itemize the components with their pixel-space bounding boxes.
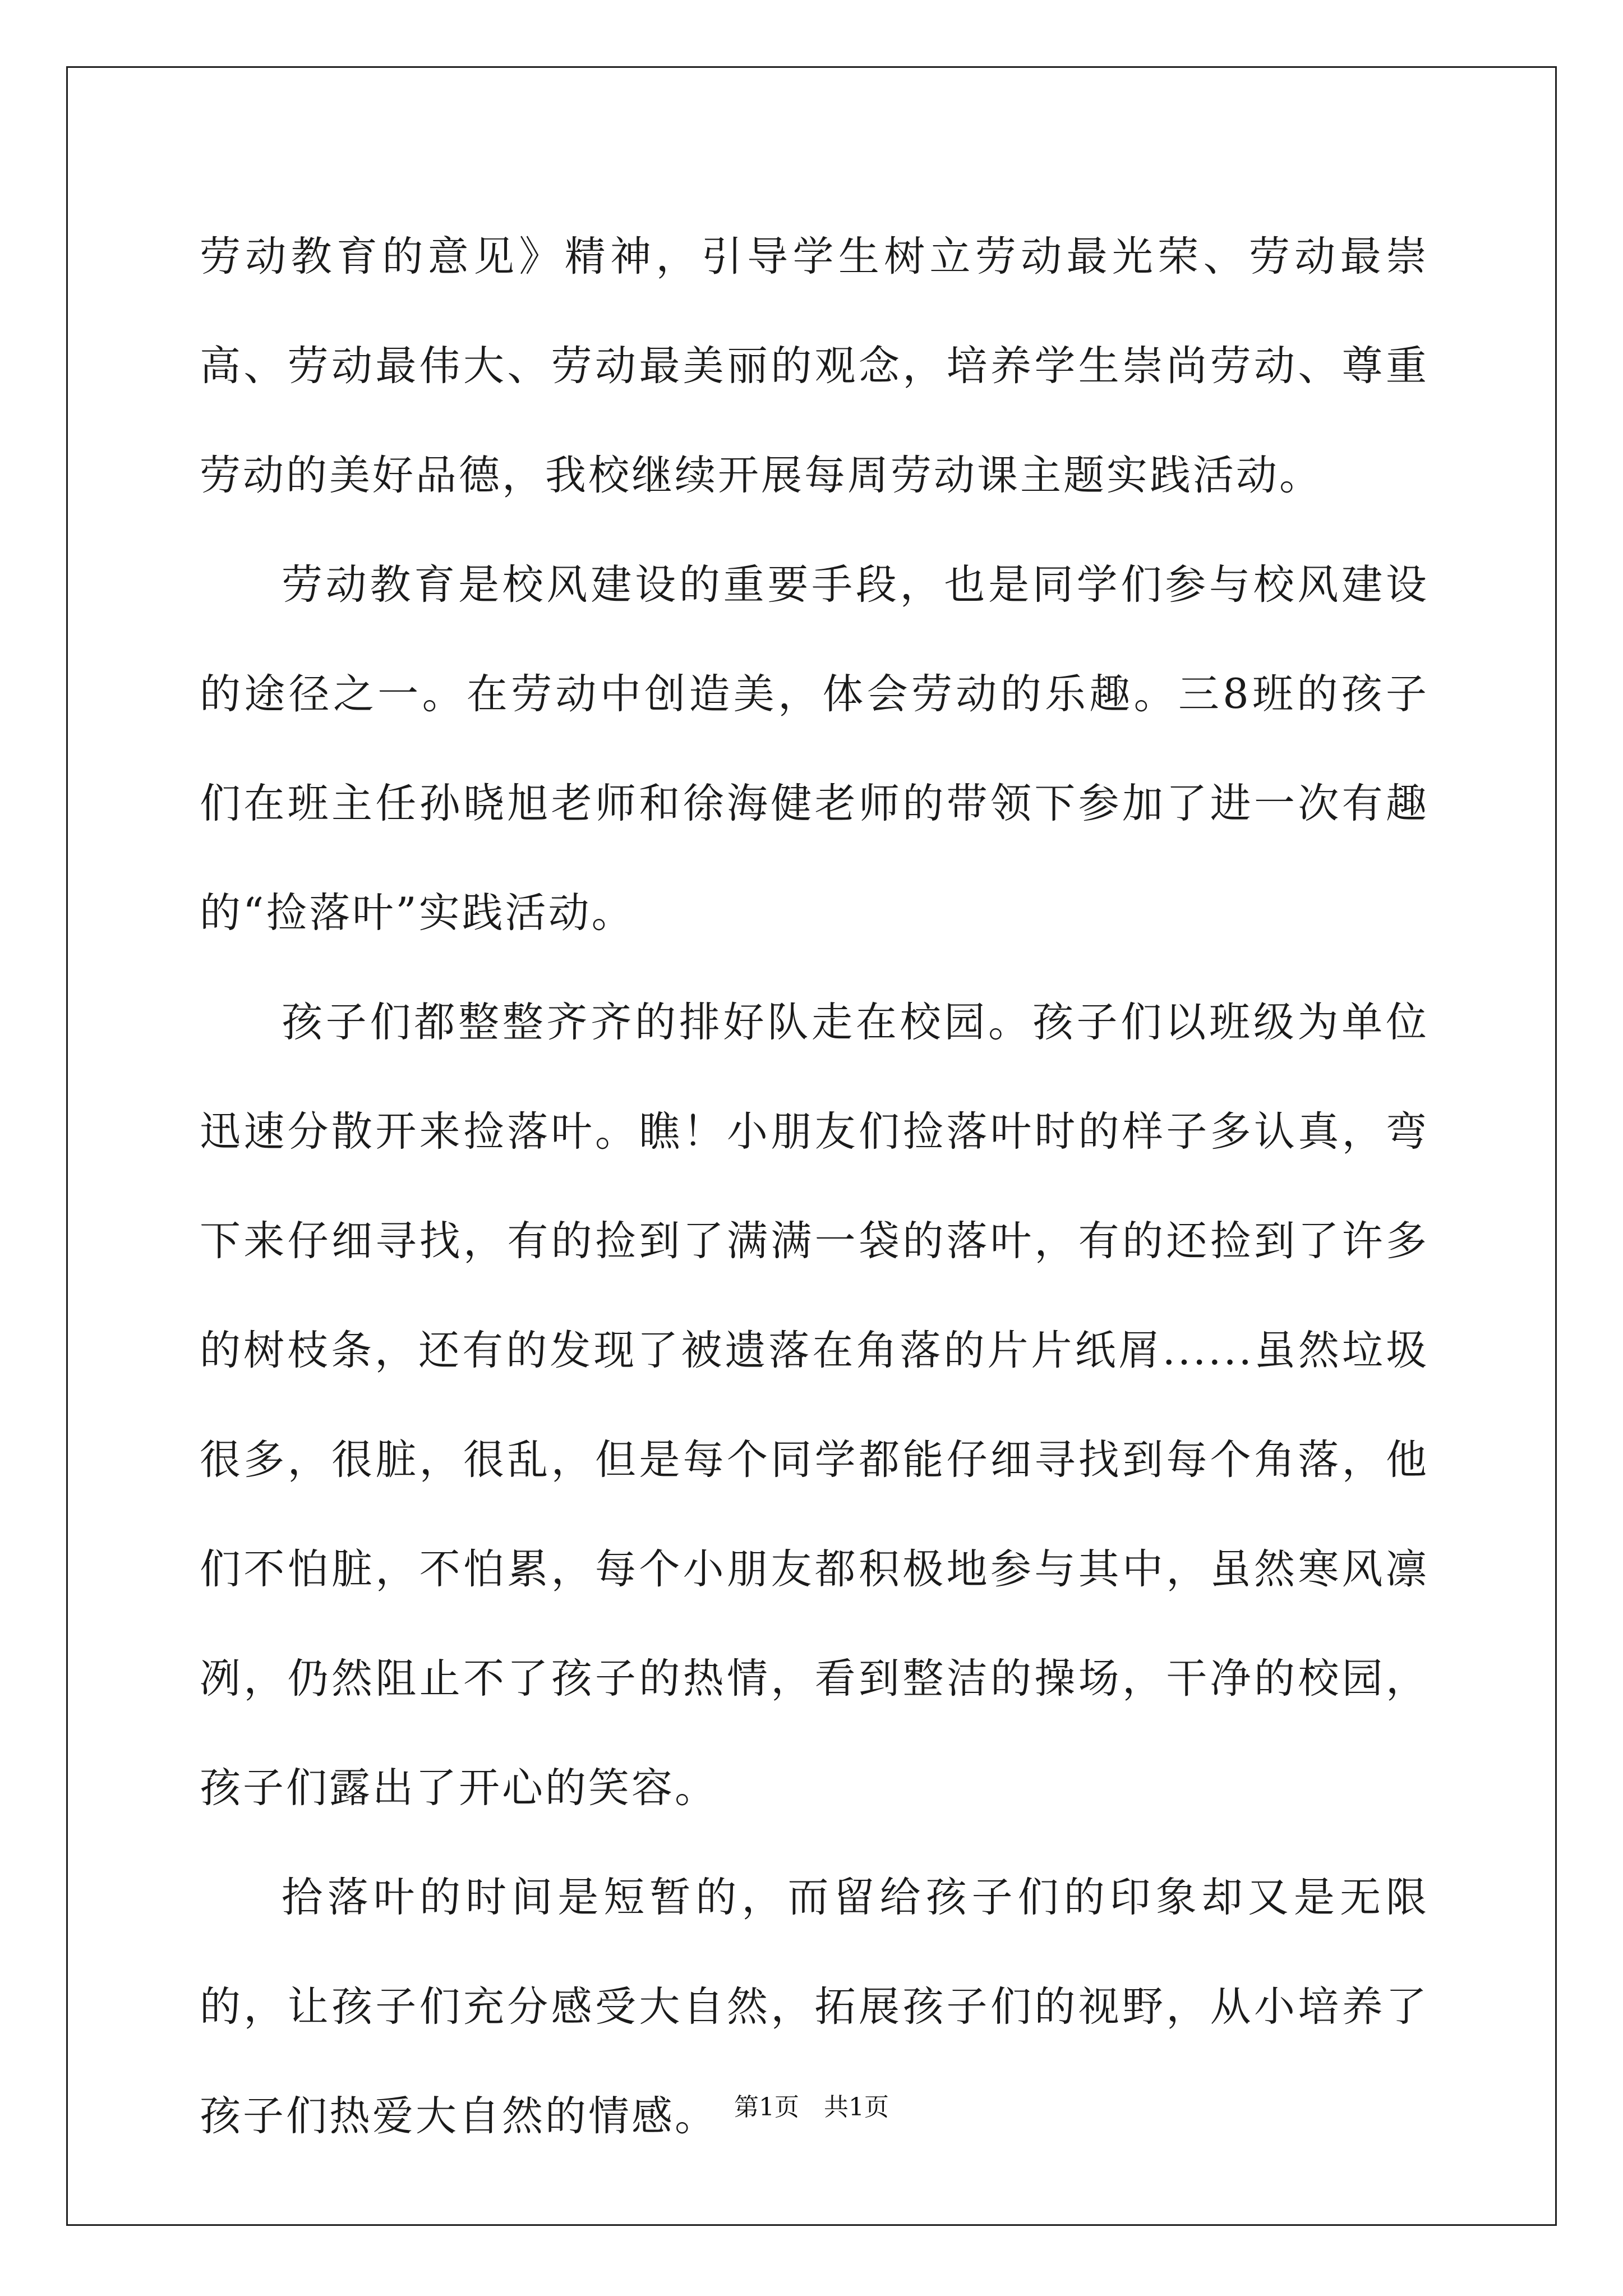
document-body (200, 202, 1429, 2171)
paragraph-1: 劳动教育的意见》精神，引导学生树立劳动最光荣、劳动最崇高、劳动最伟大、劳动最美丽的观念，培养学生崇尚劳动、尊重劳动的美好品德，我校继续开展每周劳动课主题实践活动。 (200, 233, 1429, 499)
page-number-footer: 第1页 共1页 (734, 2093, 889, 2122)
paragraph-4: 拾落叶的时间是短暂的，而留给孩子们的印象却又是无限的，让孩子们充分感受大自然，拓展孩子们的视野，从小培养了孩子们热爱大自然的情感。 (200, 1874, 1429, 2140)
paragraph-2: 劳动教育是校风建设的重要手段，也是同学们参与校风建设的途径之一。在劳动中创造美，体会劳动的乐趣。三8班的孩子们在班主任孙晓旭老师和徐海健老师的带领下参加了进一次有趣的“捡落叶”实践活动。 (200, 561, 1429, 937)
paragraph-3: 孩子们都整整齐齐的排好队走在校园。孩子们以班级为单位迅速分散开来捡落叶。瞧！小朋友们捡落叶时的样子多认真，弯下来仔细寻找，有的捡到了满满一袋的落叶，有的还捡到了许多的树枝条，还有的发现了被遗落在角落的片片纸屑......虽然垃圾很多，很脏，很乱，但是每个同学都能仔细寻找到每个角落，他们不怕脏，不怕累，每个小朋友都积极地参与其中，虽然寒风凛冽，仍然阻止不了孩子的热情，看到整洁的操场，干净的校园，孩子们露出了开心的笑容。 (200, 999, 1429, 1812)
